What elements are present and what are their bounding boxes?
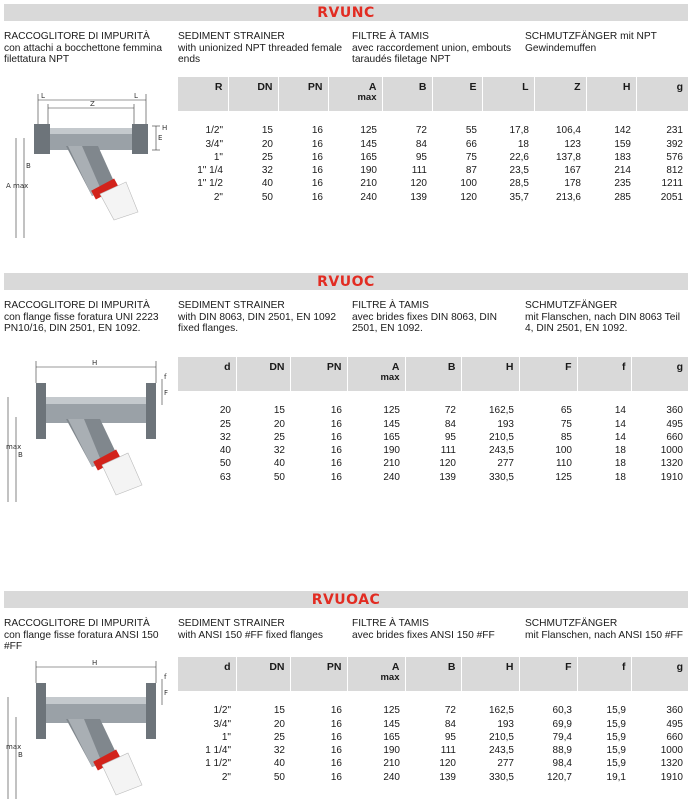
table-cell: 66 xyxy=(465,138,477,150)
table-row xyxy=(178,744,688,757)
section-rvunc xyxy=(4,4,688,254)
table-cell: 165 xyxy=(383,431,400,443)
table-cell: 1320 xyxy=(660,758,683,770)
table-cell: 88,9 xyxy=(552,745,572,757)
table-cell: 84 xyxy=(415,138,427,150)
table-cell: 120 xyxy=(439,458,456,470)
table-cell: 165 xyxy=(383,731,400,743)
column-header: B xyxy=(405,357,461,391)
column-header: A max xyxy=(347,357,405,391)
section-code: RVUOAC xyxy=(311,592,381,608)
table-cell: 95 xyxy=(415,151,427,163)
table-cell: 79,4 xyxy=(552,731,572,743)
table-cell: 3/4" xyxy=(213,718,231,730)
table-cell: 14 xyxy=(614,405,626,417)
table-cell: 111 xyxy=(440,745,456,757)
table-cell: 16 xyxy=(311,151,323,163)
table-cell: 50 xyxy=(261,191,273,203)
table-cell: 84 xyxy=(444,418,456,430)
table-cell: 100 xyxy=(460,178,477,190)
column-header: PN xyxy=(290,357,347,391)
table-cell: 1910 xyxy=(660,771,683,783)
table-cell: 15,9 xyxy=(606,758,626,770)
table-row xyxy=(178,124,688,137)
table-row xyxy=(178,757,688,770)
table-row xyxy=(178,151,688,164)
table-cell: 111 xyxy=(411,165,427,177)
table-cell: 2" xyxy=(213,191,223,203)
table-row xyxy=(178,191,688,204)
table-cell: 2051 xyxy=(660,191,683,203)
table-cell: 18 xyxy=(614,458,626,470)
column-header: H xyxy=(586,77,636,111)
table-cell: 55 xyxy=(465,125,477,137)
table-cell: 183 xyxy=(614,151,631,163)
table-cell: 15,9 xyxy=(606,718,626,730)
table-cell: 50 xyxy=(219,458,231,470)
table-cell: 16 xyxy=(311,191,323,203)
description-de: SCHMUTZFÄNGER mit Flanschen, nach DIN 8063 Teil 4, DIN 2501, EN 1092. xyxy=(525,300,680,334)
spacer-row xyxy=(178,391,688,404)
table-cell: 1/2" xyxy=(205,125,223,137)
table-cell: 120 xyxy=(410,178,427,190)
table-cell: 35,7 xyxy=(509,191,529,203)
svg-text:B: B xyxy=(18,751,23,759)
table-cell: 20 xyxy=(273,718,285,730)
table-cell: 125 xyxy=(360,125,377,137)
table-cell: 1211 xyxy=(661,178,683,190)
table-cell: 812 xyxy=(666,165,683,177)
column-header: H xyxy=(461,357,519,391)
table-cell: 1910 xyxy=(660,471,683,483)
table-cell: 65 xyxy=(560,405,572,417)
table-cell: 18 xyxy=(614,471,626,483)
column-header: E xyxy=(432,77,482,111)
table-row xyxy=(178,471,688,484)
table-cell: 210 xyxy=(360,178,377,190)
table-cell: 1" xyxy=(221,731,231,743)
table-cell: 15 xyxy=(273,405,285,417)
table-row xyxy=(178,457,688,470)
table-cell: 120,7 xyxy=(546,771,572,783)
description-en: SEDIMENT STRAINER with ANSI 150 #FF fixed flanges xyxy=(178,618,323,641)
table-cell: 75 xyxy=(465,151,477,163)
description-it: RACCOGLITORE DI IMPURITÀ con attachi a bocchettone femmina filettatura NPT xyxy=(4,31,163,65)
table-cell: 1000 xyxy=(660,745,683,757)
table-cell: 16 xyxy=(311,165,323,177)
table-cell: 139 xyxy=(410,191,427,203)
table-cell: 210 xyxy=(383,458,400,470)
table-row xyxy=(178,431,688,444)
table-row xyxy=(178,404,688,417)
strainer-ansi-flanged-drawing xyxy=(6,657,172,801)
column-header: B xyxy=(405,657,461,691)
table-row xyxy=(178,418,688,431)
table-cell: 95 xyxy=(444,731,456,743)
svg-text:f: f xyxy=(164,673,167,681)
table-cell: 16 xyxy=(311,178,323,190)
table-cell: 16 xyxy=(330,718,342,730)
table-cell: 2" xyxy=(221,771,231,783)
svg-text:H: H xyxy=(162,124,168,132)
table-cell: 243,5 xyxy=(488,745,514,757)
description-fr: FILTRE À TAMIS avec brides fixes DIN 8063, DIN 2501, EN 1092. xyxy=(352,300,497,334)
strainer-union-drawing xyxy=(6,88,172,238)
table-cell: 214 xyxy=(614,165,631,177)
table-cell: 15 xyxy=(273,705,285,717)
table-cell: 330,5 xyxy=(488,771,514,783)
table-cell: 3/4" xyxy=(205,138,223,150)
table-cell: 18 xyxy=(614,445,626,457)
table-cell: 1" xyxy=(213,151,223,163)
table-cell: 240 xyxy=(383,471,400,483)
table-cell: 18 xyxy=(517,138,529,150)
description-it: RACCOGLITORE DI IMPURITÀ con flange fisse foratura UNI 2223 PN10/16, DIN 2501, EN 1092. xyxy=(4,300,159,334)
table-cell: 98,4 xyxy=(552,758,572,770)
table-cell: 60,3 xyxy=(552,705,572,717)
svg-text:Z: Z xyxy=(90,100,95,108)
column-header: R xyxy=(178,77,228,111)
table-cell: 190 xyxy=(383,745,400,757)
table-cell: 243,5 xyxy=(488,445,514,457)
table-cell: 16 xyxy=(330,771,342,783)
table-cell: 360 xyxy=(666,405,683,417)
description-de: SCHMUTZFÄNGER mit NPT Gewindemuffen xyxy=(525,31,657,54)
svg-text:H: H xyxy=(92,359,98,367)
section-banner xyxy=(4,4,688,21)
table-cell: 145 xyxy=(360,138,377,150)
section-code: RVUOC xyxy=(317,274,375,290)
svg-text:B: B xyxy=(18,451,23,459)
table-cell: 16 xyxy=(330,405,342,417)
column-header: g xyxy=(636,77,688,111)
table-cell: 25 xyxy=(261,151,273,163)
column-header: DN xyxy=(236,357,290,391)
table-cell: 19,1 xyxy=(606,771,626,783)
table-cell: 20 xyxy=(219,405,231,417)
table-cell: 106,4 xyxy=(555,125,581,137)
table-cell: 75 xyxy=(560,418,572,430)
section-banner xyxy=(4,273,688,290)
table-cell: 125 xyxy=(383,405,400,417)
table-cell: 145 xyxy=(383,418,400,430)
table-cell: 100 xyxy=(555,445,572,457)
table-cell: 16 xyxy=(330,705,342,717)
table-row xyxy=(178,138,688,151)
table-cell: 16 xyxy=(311,138,323,150)
table-cell: 95 xyxy=(444,431,456,443)
table-cell: 23,5 xyxy=(509,165,529,177)
svg-text:H: H xyxy=(92,659,98,667)
table-cell: 240 xyxy=(360,191,377,203)
column-header: H xyxy=(461,657,519,691)
table-cell: 111 xyxy=(440,445,456,457)
table-cell: 210,5 xyxy=(488,731,514,743)
table-cell: 28,5 xyxy=(509,178,529,190)
svg-text:max: max xyxy=(6,743,22,751)
column-header: F xyxy=(519,657,577,691)
table-cell: 22,6 xyxy=(509,151,529,163)
table-cell: 178 xyxy=(564,178,581,190)
table-cell: 120 xyxy=(439,758,456,770)
table-cell: 190 xyxy=(360,165,377,177)
column-header: DN xyxy=(228,77,278,111)
table-cell: 16 xyxy=(330,731,342,743)
svg-text:L: L xyxy=(41,92,45,100)
svg-text:F: F xyxy=(164,689,169,697)
table-cell: 25 xyxy=(219,418,231,430)
table-cell: 20 xyxy=(261,138,273,150)
table-cell: 1 1/4" xyxy=(205,745,231,757)
table-cell: 14 xyxy=(614,418,626,430)
table-row xyxy=(178,718,688,731)
table-cell: 139 xyxy=(439,471,456,483)
table-cell: 40 xyxy=(261,178,273,190)
svg-text:B: B xyxy=(26,162,31,170)
description-fr: FILTRE À TAMIS avec raccordement union, embouts taraudés filetage NPT xyxy=(352,31,512,65)
table-cell: 14 xyxy=(614,431,626,443)
column-header: A max xyxy=(347,657,405,691)
section-rvuoc xyxy=(4,273,688,513)
table-cell: 25 xyxy=(273,431,285,443)
table-cell: 40 xyxy=(273,758,285,770)
column-header: DN xyxy=(236,657,290,691)
table-cell: 576 xyxy=(666,151,683,163)
table-row xyxy=(178,704,688,717)
table-cell: 145 xyxy=(383,718,400,730)
table-cell: 16 xyxy=(330,431,342,443)
table-row xyxy=(178,177,688,190)
spec-table-rvunc xyxy=(178,77,688,204)
svg-text:F: F xyxy=(164,389,169,397)
section-code: RVUNC xyxy=(317,5,375,21)
table-cell: 15,9 xyxy=(606,731,626,743)
column-header: B xyxy=(382,77,432,111)
table-cell: 16 xyxy=(330,745,342,757)
table-cell: 231 xyxy=(666,125,683,137)
table-cell: 159 xyxy=(614,138,631,150)
table-cell: 392 xyxy=(666,138,683,150)
table-cell: 1" 1/4 xyxy=(197,165,223,177)
table-cell: 277 xyxy=(497,758,514,770)
column-header: d xyxy=(178,357,236,391)
table-cell: 85 xyxy=(560,431,572,443)
table-cell: 87 xyxy=(465,165,477,177)
column-header: F xyxy=(519,357,577,391)
table-cell: 69,9 xyxy=(552,718,572,730)
table-cell: 213,6 xyxy=(555,191,581,203)
table-cell: 137,8 xyxy=(555,151,581,163)
table-row xyxy=(178,731,688,744)
table-cell: 495 xyxy=(666,418,683,430)
table-cell: 125 xyxy=(555,471,572,483)
table-cell: 1 1/2" xyxy=(205,758,231,770)
table-cell: 16 xyxy=(330,758,342,770)
svg-text:E: E xyxy=(158,134,163,142)
table-cell: 165 xyxy=(360,151,377,163)
table-row xyxy=(178,771,688,784)
table-cell: 240 xyxy=(383,771,400,783)
section-banner xyxy=(4,591,688,608)
table-cell: 235 xyxy=(614,178,631,190)
table-cell: 16 xyxy=(330,445,342,457)
table-cell: 32 xyxy=(273,745,285,757)
table-cell: 167 xyxy=(564,165,581,177)
description-en: SEDIMENT STRAINER with DIN 8063, DIN 2501, EN 1092 fixed flanges. xyxy=(178,300,336,334)
table-cell: 360 xyxy=(666,705,683,717)
table-cell: 15,9 xyxy=(606,745,626,757)
table-cell: 84 xyxy=(444,718,456,730)
table-cell: 123 xyxy=(564,138,581,150)
table-cell: 25 xyxy=(273,731,285,743)
svg-text:max: max xyxy=(6,443,22,451)
description-fr: FILTRE À TAMIS avec brides fixes ANSI 150 #FF xyxy=(352,618,495,641)
table-cell: 330,5 xyxy=(488,471,514,483)
description-it: RACCOGLITORE DI IMPURITÀ con flange fisse foratura ANSI 150 #FF xyxy=(4,618,159,652)
table-cell: 1000 xyxy=(660,445,683,457)
column-header: g xyxy=(631,657,688,691)
svg-text:A max: A max xyxy=(6,182,29,190)
svg-text:f: f xyxy=(164,373,167,381)
table-cell: 660 xyxy=(666,431,683,443)
table-cell: 285 xyxy=(614,191,631,203)
spec-table-rvuoac xyxy=(178,657,688,784)
table-cell: 17,8 xyxy=(509,125,529,137)
table-cell: 40 xyxy=(273,458,285,470)
column-header: Z xyxy=(534,77,586,111)
table-cell: 1320 xyxy=(660,458,683,470)
table-cell: 120 xyxy=(460,191,477,203)
table-cell: 193 xyxy=(497,418,514,430)
table-cell: 72 xyxy=(415,125,427,137)
svg-text:L: L xyxy=(134,92,138,100)
section-rvuoac xyxy=(4,591,688,801)
table-row xyxy=(178,444,688,457)
table-cell: 16 xyxy=(311,125,323,137)
spacer-row xyxy=(178,691,688,704)
spec-table-rvuoc xyxy=(178,357,688,484)
column-header: A max xyxy=(328,77,382,111)
column-header: d xyxy=(178,657,236,691)
column-header: PN xyxy=(278,77,328,111)
column-header: L xyxy=(482,77,534,111)
column-header: g xyxy=(631,357,688,391)
column-header: PN xyxy=(290,657,347,691)
table-cell: 40 xyxy=(219,445,231,457)
column-header: f xyxy=(577,657,631,691)
column-header: f xyxy=(577,357,631,391)
table-cell: 50 xyxy=(273,771,285,783)
table-cell: 277 xyxy=(497,458,514,470)
table-cell: 15,9 xyxy=(606,705,626,717)
table-cell: 16 xyxy=(330,458,342,470)
table-cell: 32 xyxy=(273,445,285,457)
table-cell: 20 xyxy=(273,418,285,430)
table-cell: 72 xyxy=(444,705,456,717)
description-en: SEDIMENT STRAINER with unionized NPT threaded female ends xyxy=(178,31,343,65)
spacer-row xyxy=(178,111,688,124)
table-cell: 16 xyxy=(330,418,342,430)
table-cell: 190 xyxy=(383,445,400,457)
table-cell: 16 xyxy=(330,471,342,483)
table-cell: 63 xyxy=(219,471,231,483)
table-cell: 32 xyxy=(219,431,231,443)
table-cell: 50 xyxy=(273,471,285,483)
table-cell: 110 xyxy=(556,458,572,470)
table-cell: 660 xyxy=(666,731,683,743)
strainer-flanged-drawing xyxy=(6,357,172,507)
table-cell: 1/2" xyxy=(213,705,231,717)
table-cell: 72 xyxy=(444,405,456,417)
table-cell: 125 xyxy=(383,705,400,717)
table-cell: 15 xyxy=(261,125,273,137)
table-cell: 162,5 xyxy=(488,405,514,417)
table-cell: 495 xyxy=(666,718,683,730)
table-cell: 142 xyxy=(614,125,631,137)
table-cell: 193 xyxy=(497,718,514,730)
table-cell: 139 xyxy=(439,771,456,783)
table-cell: 162,5 xyxy=(488,705,514,717)
table-cell: 1" 1/2 xyxy=(197,178,223,190)
table-cell: 32 xyxy=(261,165,273,177)
table-row xyxy=(178,164,688,177)
table-cell: 210,5 xyxy=(488,431,514,443)
table-cell: 210 xyxy=(383,758,400,770)
description-de: SCHMUTZFÄNGER mit Flanschen, nach ANSI 150 #FF xyxy=(525,618,683,641)
